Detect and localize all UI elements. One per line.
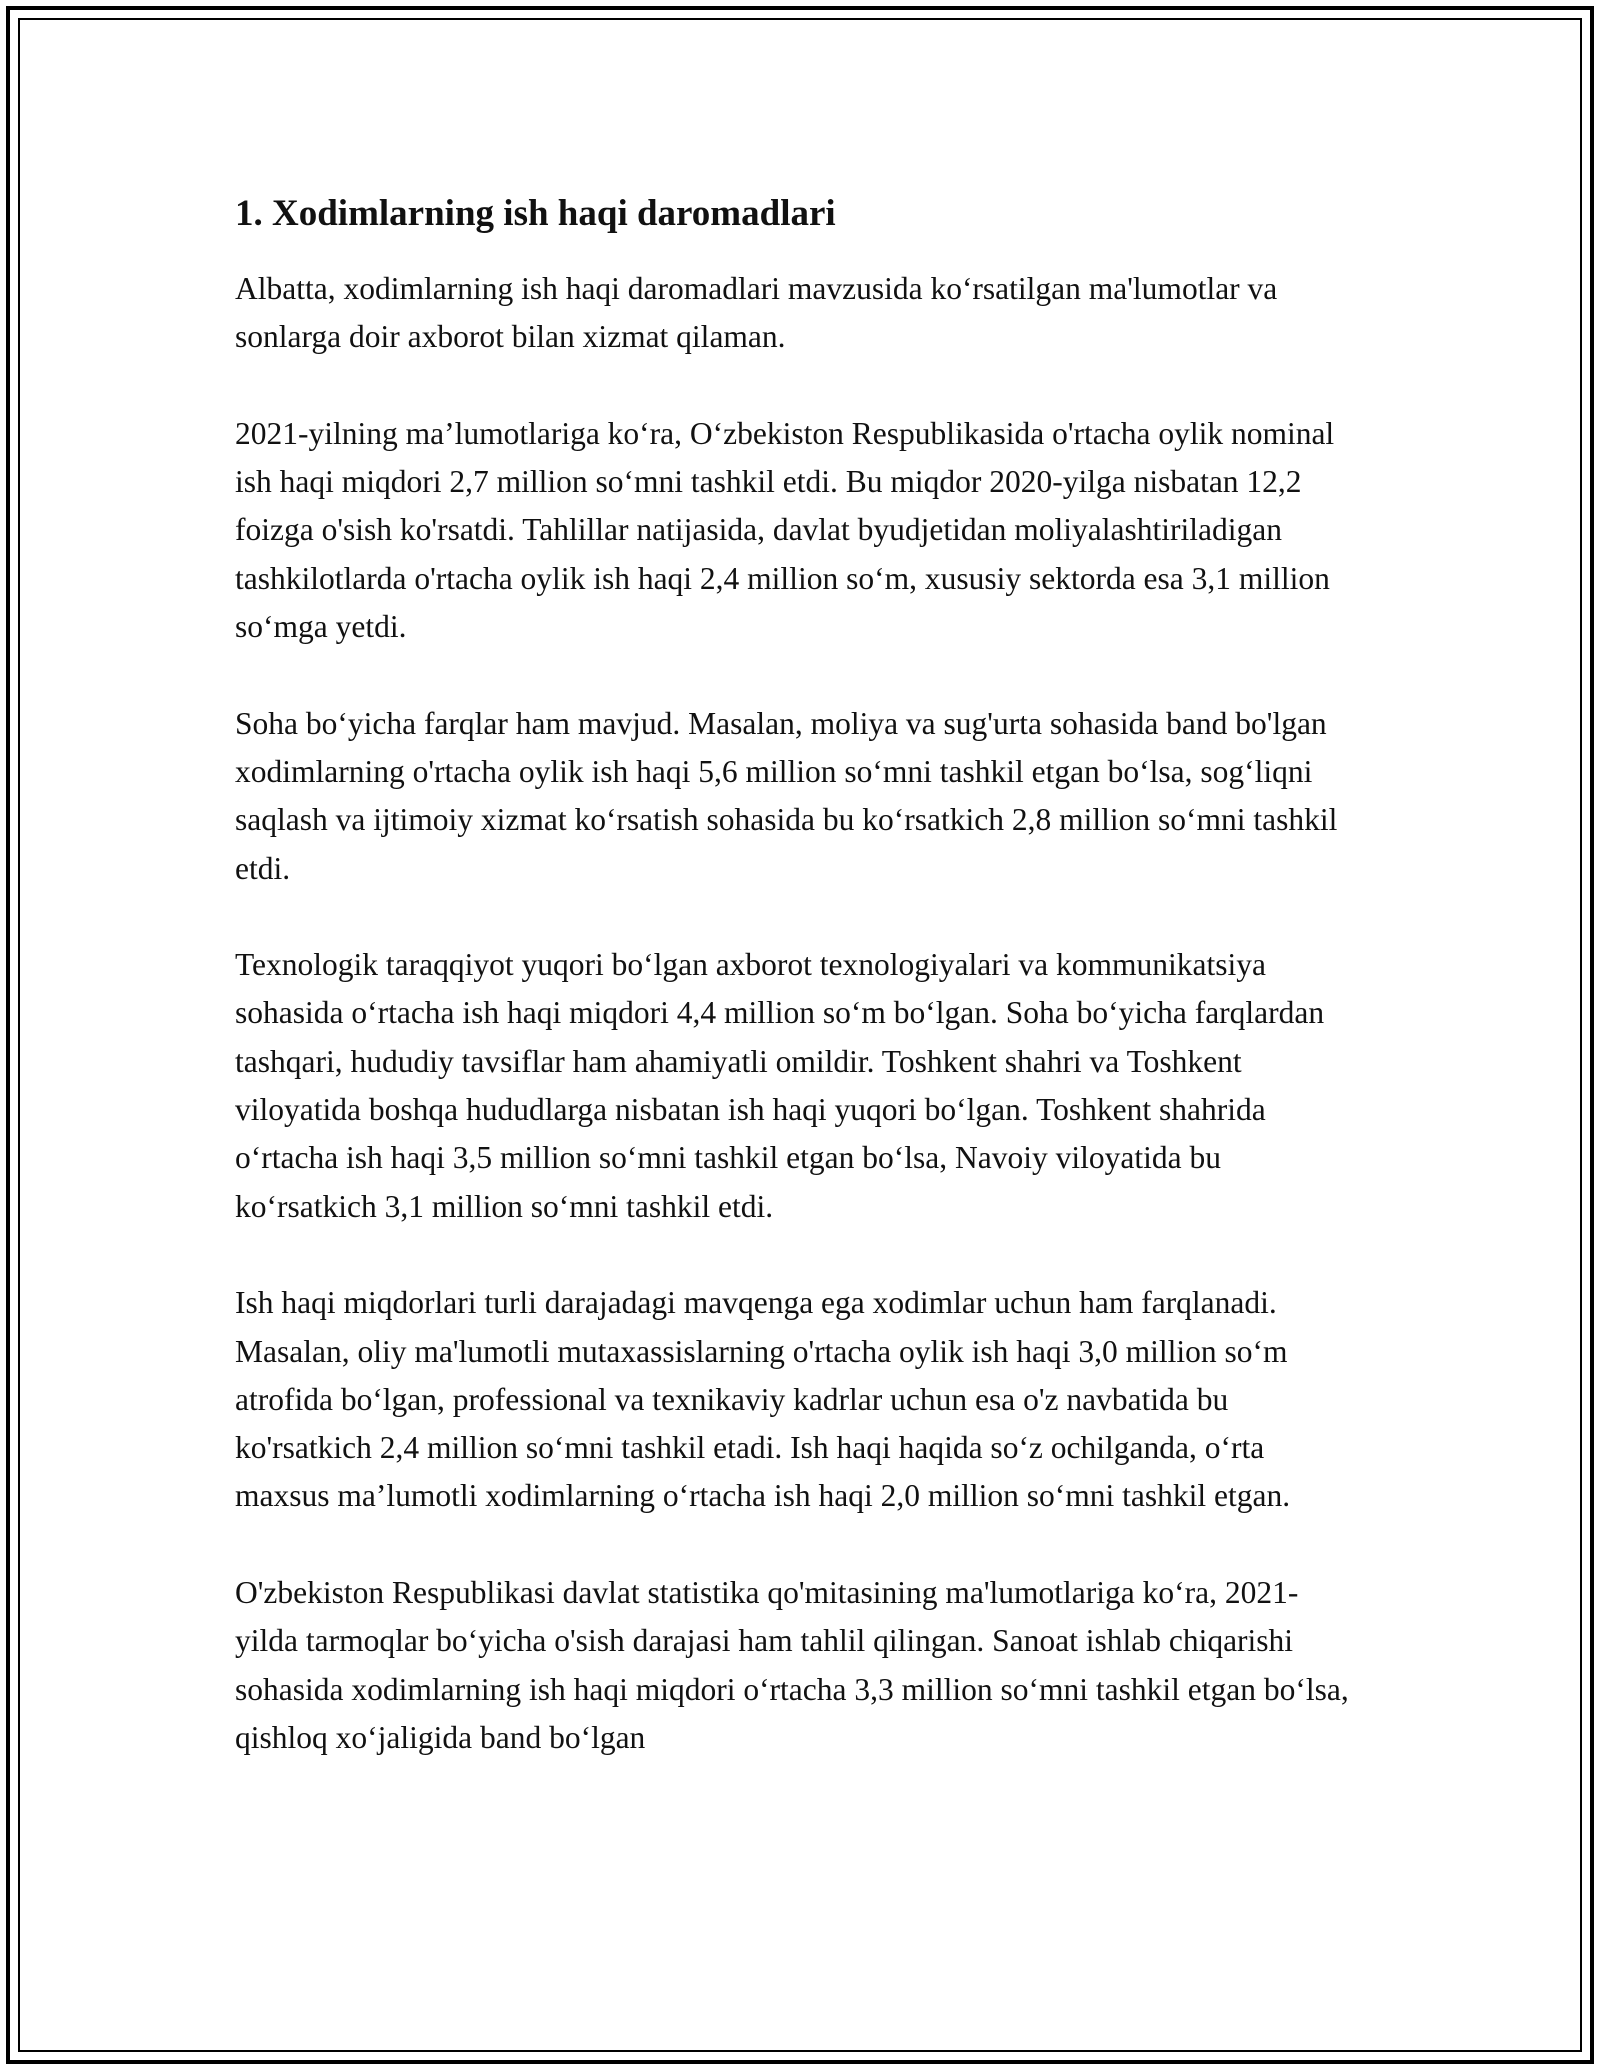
paragraph-sector-differences: Soha boʻyicha farqlar ham mavjud. Masalan, moliya va sug'urta sohasida band bo'lgan xodimlarning o'rtacha oylik ish haqi 5,6 million soʻmni tashkil etgan boʻlsa, sogʻliqni saqlash va ijtimoiy xizmat koʻrsatish sohasida bu koʻrsatkich 2,8 million soʻmni tashkil etdi. — [235, 705, 1338, 886]
section-title: 1. Xodimlarning ish haqi daromadlari — [235, 193, 836, 234]
paragraph-average-wage-2021: 2021-yilning maʼlumotlariga koʻra, Oʻzbekiston Respublikasida o'rtacha oylik nominal ish haqi miqdori 2,7 million soʻmni tashkil etdi. Bu miqdor 2020-yilga nisbatan 12,2 foizga o'sish ko'rsatdi. Tahlillar natijasida, davlat byudjetidan moliyalashtiriladigan tashkilotlarda o'rtacha oylik ish haqi 2,4 million soʻm, xususiy sektorda esa 3,1 million soʻmga yetdi. — [235, 415, 1335, 645]
paragraph-regional-differences: Texnologik taraqqiyot yuqori boʻlgan axborot texnologiyalari va kommunikatsiya sohasida oʻrtacha ish haqi miqdori 4,4 million soʻm boʻlgan. Soha boʻyicha farqlardan tashqari, hududiy tavsiflar ham ahamiyatli omildir. Toshkent shahri va Toshkent viloyatida boshqa hududlarga nisbatan ish haqi yuqori boʻlgan. Toshkent shahrida oʻrtacha ish haqi 3,5 million soʻmni tashkil etgan boʻlsa, Navoiy viloyatida bu koʻrsatkich 3,1 million soʻmni tashkil etdi. — [235, 947, 1325, 1224]
document-body — [235, 184, 1375, 1762]
paragraph-intro: Albatta, xodimlarning ish haqi daromadlari mavzusida koʻrsatilgan ma'lumotlar va sonlarga doir axborot bilan xizmat qilaman. — [235, 271, 1278, 355]
paragraph-industry-growth: O'zbekiston Respublikasi davlat statistika qo'mitasining ma'lumotlariga koʻra, 2021-yilda tarmoqlar boʻyicha o'sish darajasi ham tahlil qilingan. Sanoat ishlab chiqarishi sohasida xodimlarning ish haqi miqdori oʻrtacha 3,3 million soʻmni tashkil etgan boʻlsa, qishloq xoʻjaligida band boʻlgan — [235, 1575, 1349, 1755]
paragraph-education-levels: Ish haqi miqdorlari turli darajadagi mavqenga ega xodimlar uchun ham farqlanadi. Masalan, oliy ma'lumotli mutaxassislarning o'rtacha oylik ish haqi 3,0 million soʻm atrofida boʻlgan, professional va texnikaviy kadrlar uchun esa o'z navbatida bu ko'rsatkich 2,4 million soʻmni tashkil etadi. Ish haqi haqida soʻz ochilganda, oʻrta maxsus maʼlumotli xodimlarning oʻrtacha ish haqi 2,0 million soʻmni tashkil etgan. — [235, 1285, 1291, 1514]
